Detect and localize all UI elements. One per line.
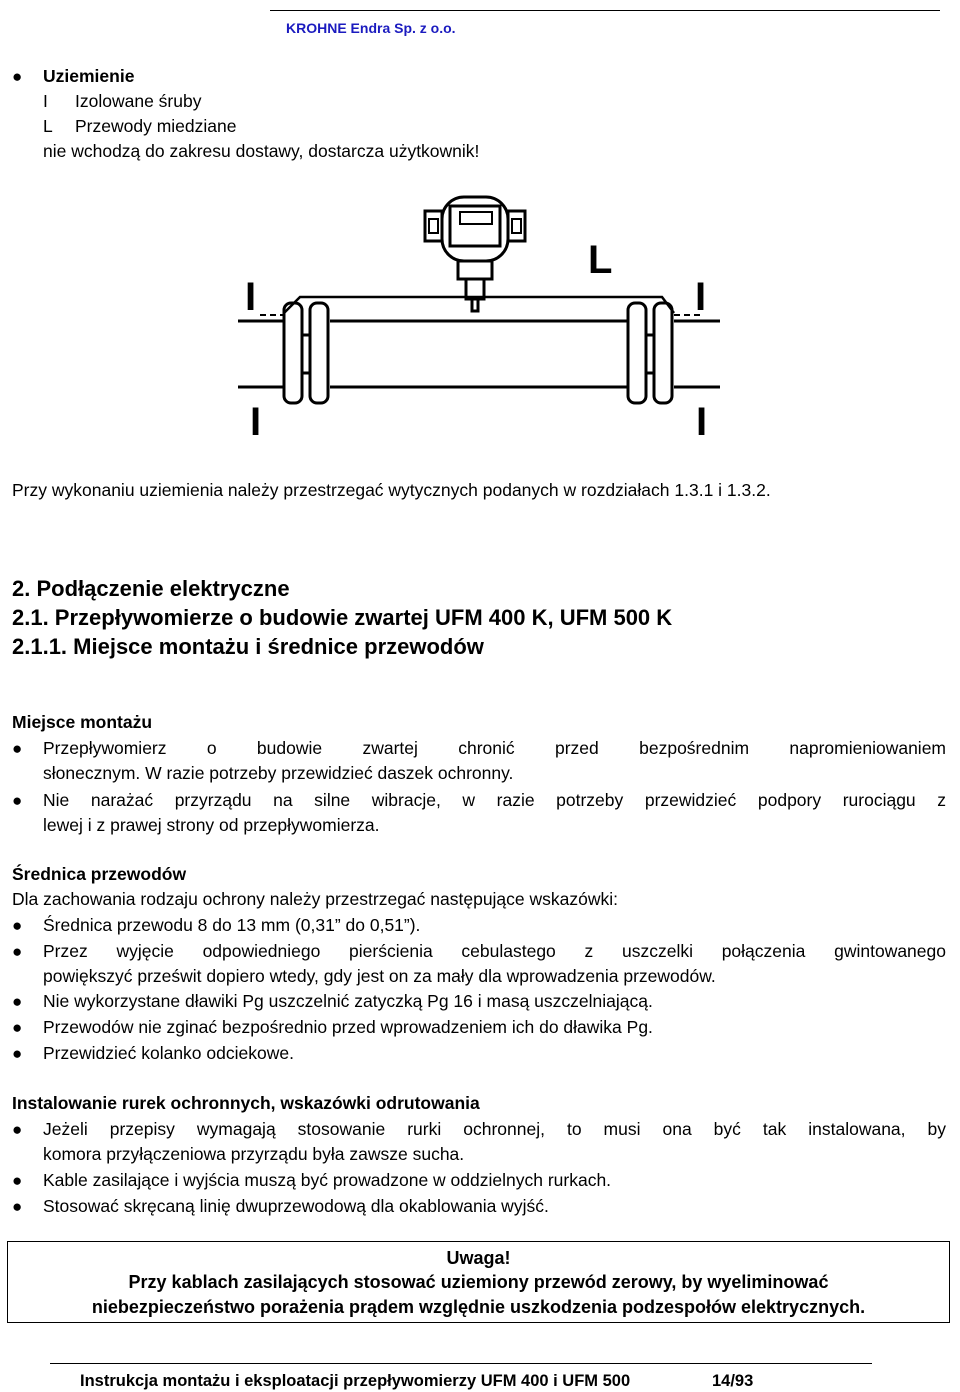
page-number: 14/93 xyxy=(712,1372,754,1390)
footer-rule xyxy=(50,1363,872,1364)
bullet-icon: ● xyxy=(12,992,23,1011)
grounding-title: Uziemienie xyxy=(43,66,135,86)
company-name: KROHNE Endra Sp. z o.o. xyxy=(286,20,456,36)
heading-2: 2. Podłączenie elektryczne xyxy=(12,576,290,601)
diameter-bullet-1: Średnica przewodu 8 do 13 mm (0,31” do 0,51”). xyxy=(43,915,421,935)
diameter-intro: Dla zachowania rodzaju ochrony należy przestrzegać następujące wskazówki: xyxy=(12,889,619,909)
label-i-bottom-right: I xyxy=(696,400,708,440)
bullet-icon: ● xyxy=(12,739,23,758)
legend-note: nie wchodzą do zakresu dostawy, dostarcza użytkownik! xyxy=(43,141,480,161)
diameter-title: Średnica przewodów xyxy=(12,864,187,884)
diameter-bullet-3: Nie wykorzystane dławiki Pg uszczelnić zatyczką Pg 16 i masą uszczelniającą. xyxy=(43,991,653,1011)
mounting-bullet-1-line-2: słonecznym. W razie potrzeby przewidzieć daszek ochronny. xyxy=(43,763,514,783)
mounting-bullet-2-line-2: lewej i z prawej strony od przepływomierza. xyxy=(43,815,380,835)
label-i-top-right: I xyxy=(695,275,707,319)
diameter-bullet-2-line-2: powiększyć prześwit dopiero wtedy, gdy jest on za mały dla wprowadzenia przewodów. xyxy=(43,966,716,986)
legend-item-i-text: Izolowane śruby xyxy=(75,91,202,111)
grounding-instruction: Przy wykonaniu uziemienia należy przestrzegać wytycznych podanych w rozdziałach 1.3.1 i 1.3.2. xyxy=(12,480,771,500)
diameter-bullet-4: Przewodów nie zginać bezpośrednio przed wprowadzeniem ich do dławika Pg. xyxy=(43,1017,653,1037)
heading-2-1-1: 2.1.1. Miejsce montażu i średnice przewodów xyxy=(12,634,484,659)
footer-title: Instrukcja montażu i eksploatacji przepływomierzy UFM 400 i UFM 500 xyxy=(80,1372,631,1390)
warning-line-2: niebezpieczeństwo porażenia prądem względnie uszkodzenia podzespołów elektrycznych. xyxy=(91,1297,866,1317)
bullet-icon: ● xyxy=(12,1018,23,1037)
mounting-bullet-1-line-1: Przepływomierz o budowie zwartej chronić przed bezpośrednim napromieniowaniem xyxy=(43,738,946,758)
header-rule xyxy=(270,10,940,11)
legend-item-l-text: Przewody miedziane xyxy=(75,116,237,136)
bullet-icon: ● xyxy=(12,791,23,810)
warning-line-1: Przy kablach zasilających stosować uziemiony przewód zerowy, by wyeliminować xyxy=(128,1272,829,1292)
label-l: L xyxy=(588,238,613,282)
diameter-bullet-5: Przewidzieć kolanko odciekowe. xyxy=(43,1043,294,1063)
mounting-title: Miejsce montażu xyxy=(12,712,153,732)
conduits-title: Instalowanie rurek ochronnych, wskazówki odrutowania xyxy=(12,1093,480,1113)
conduits-bullet-2: Kable zasilające i wyjścia muszą być prowadzone w oddzielnych rurkach. xyxy=(43,1170,612,1190)
label-i-bottom-left: I xyxy=(250,400,262,440)
conduits-bullet-1-line-2: komora przyłączeniowa przyrządu była zawsze sucha. xyxy=(43,1144,465,1164)
legend-item-l-letter: L xyxy=(43,116,53,136)
flowmeter-drawing xyxy=(238,197,720,403)
conduits-bullet-1-line-1: Jeżeli przepisy wymagają stosowanie rurki ochronnej, to musi ona być tak instalowana, by xyxy=(43,1119,946,1139)
bullet-icon: ● xyxy=(12,1044,23,1063)
warning-box xyxy=(7,1241,950,1323)
bullet-icon: ● xyxy=(12,1171,23,1190)
label-i-top-left: I xyxy=(245,275,257,319)
bullet-icon: ● xyxy=(12,67,23,86)
bullet-icon: ● xyxy=(12,916,23,935)
mounting-bullet-2-line-1: Nie narażać przyrządu na silne wibracje, w razie potrzeby przewidzieć podpory rurociągu z xyxy=(43,790,946,810)
grounding-diagram xyxy=(230,185,730,440)
conduits-bullet-3: Stosować skręcaną linię dwuprzewodową dla okablowania wyjść. xyxy=(43,1196,549,1216)
warning-title: Uwaga! xyxy=(446,1248,511,1268)
diameter-bullet-2-line-1: Przez wyjęcie odpowiedniego pierścienia cebulastego z uszczelki połączenia gwintowanego xyxy=(43,941,946,961)
bullet-icon: ● xyxy=(12,1120,23,1139)
bullet-icon: ● xyxy=(12,942,23,961)
heading-2-1: 2.1. Przepływomierze o budowie zwartej UFM 400 K, UFM 500 K xyxy=(12,605,673,630)
bullet-icon: ● xyxy=(12,1197,23,1216)
legend-item-i-letter: I xyxy=(43,91,48,111)
